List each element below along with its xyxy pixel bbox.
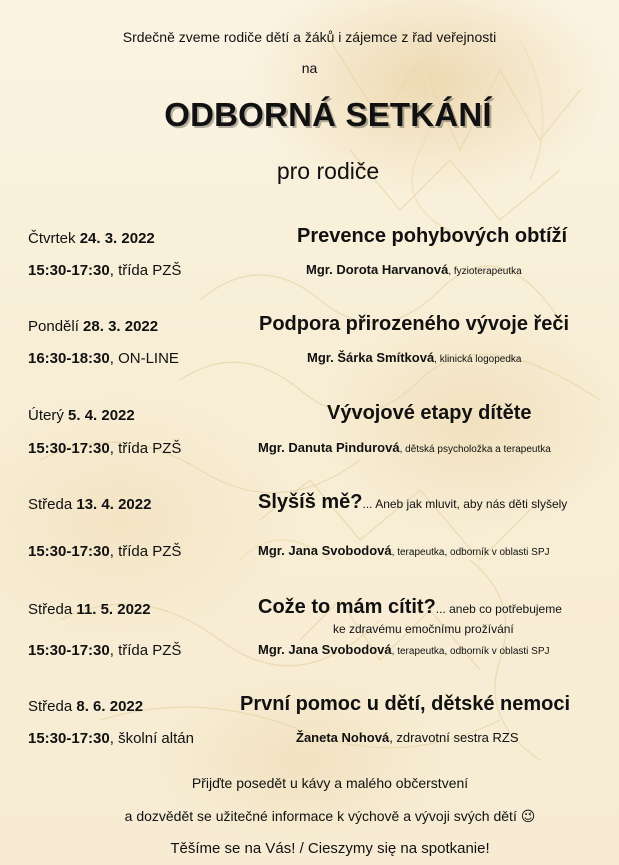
invitation-line: Srdečně zveme rodiče dětí a žáků i zájemce z řad veřejnosti <box>122 29 497 45</box>
footer-line-3: Těšíme se na Vás! / Cieszymy się na spotkanie! <box>170 840 490 857</box>
lecturer-name: Mgr. Jana Svobodová <box>258 642 392 657</box>
event-4-lecturer <box>258 543 550 558</box>
event-place: , školní altán <box>109 730 194 747</box>
event-time: 15:30-17:30 <box>28 543 110 560</box>
event-4-time <box>28 543 181 560</box>
event-time: 16:30-18:30 <box>28 350 110 367</box>
event-1-lecturer <box>306 262 522 277</box>
lecturer-name: Mgr. Dorota Harvanová <box>306 262 449 277</box>
lecturer-role: , terapeutka, odborník v oblasti SPJ <box>391 646 550 657</box>
event-1-time <box>28 262 181 279</box>
lecturer-name: Mgr. Jana Svobodová <box>258 543 392 558</box>
event-6-lecturer <box>296 730 519 745</box>
footer-line-2 <box>0 808 619 825</box>
event-place: , třída PZŠ <box>109 642 182 659</box>
event-4-day <box>28 496 151 513</box>
event-3-topic: Vývojové etapy dítěte <box>327 402 532 424</box>
event-day-name: Středa <box>28 496 73 513</box>
lecturer-name: Žaneta Nohová <box>296 730 390 745</box>
event-topic-extra: ... Aneb jak mluvit, aby nás děti slyšely <box>362 497 568 511</box>
event-place: , třída PZŠ <box>109 440 182 457</box>
page-subtitle: pro rodiče <box>276 158 380 184</box>
footer-line-2-text: a dozvědět se užitečné informace k výchově a vývoji svých dětí <box>124 808 517 824</box>
event-4-topic <box>258 491 567 514</box>
event-day-name: Čtvrtek <box>28 230 76 247</box>
lecturer-role: , zdravotní sestra RZS <box>389 730 519 745</box>
lecturer-name: Mgr. Šárka Smítková <box>307 350 435 365</box>
lecturer-name: Mgr. Danuta Pindurová <box>258 440 400 455</box>
lecturer-role: , dětská psycholožka a terapeutka <box>399 444 551 455</box>
event-time: 15:30-17:30 <box>28 440 110 457</box>
event-place: , ON-LINE <box>109 350 179 367</box>
event-topic-extra: ... aneb co potřebujeme <box>435 602 562 616</box>
event-2-lecturer <box>307 350 521 365</box>
event-2-topic: Podpora přirozeného vývoje řeči <box>259 313 570 335</box>
event-date: 28. 3. 2022 <box>83 318 159 335</box>
event-1-topic: Prevence pohybových obtíží <box>297 225 568 247</box>
event-3-time <box>28 440 181 457</box>
event-day-name: Úterý <box>28 407 64 424</box>
event-1-day <box>28 230 155 247</box>
event-place: , třída PZŠ <box>109 262 182 279</box>
footer-line-1: Přijďte posedět u kávy a malého občerstvení <box>191 775 469 791</box>
event-topic-main: Cože to mám cítit? <box>258 596 436 618</box>
event-time: 15:30-17:30 <box>28 730 110 747</box>
event-day-name: Středa <box>28 698 73 715</box>
event-date: 5. 4. 2022 <box>68 407 135 424</box>
lecturer-role: , terapeutka, odborník v oblasti SPJ <box>391 547 550 558</box>
event-6-topic: První pomoc u dětí, dětské nemoci <box>240 693 571 715</box>
event-place: , třída PZŠ <box>109 543 182 560</box>
event-3-lecturer <box>258 440 551 455</box>
event-5-day <box>28 601 151 618</box>
event-5-lecturer <box>258 642 550 657</box>
lecturer-role: , fyzioterapeutka <box>448 266 522 277</box>
wink-emoji-icon: 😉 <box>520 808 536 824</box>
event-date: 11. 5. 2022 <box>76 601 151 618</box>
event-date: 13. 4. 2022 <box>76 496 152 513</box>
event-6-day <box>28 698 143 715</box>
event-5-topic-extra2: ke zdravému emočnímu prožívání <box>333 622 514 636</box>
event-topic-main: Slyšíš mě? <box>258 491 363 513</box>
event-5-topic <box>258 596 562 619</box>
event-2-time <box>28 350 179 367</box>
event-time: 15:30-17:30 <box>28 262 110 279</box>
lecturer-role: , klinická logopedka <box>434 354 522 365</box>
event-6-time <box>28 730 194 747</box>
event-date: 24. 3. 2022 <box>79 230 155 247</box>
invitation-line-na: na <box>301 60 318 76</box>
page-title: ODBORNÁ SETKÁNÍ <box>164 96 492 133</box>
event-3-day <box>28 407 135 424</box>
event-2-day <box>28 318 158 335</box>
event-5-time <box>28 642 181 659</box>
event-day-name: Pondělí <box>28 318 79 335</box>
event-time: 15:30-17:30 <box>28 642 110 659</box>
event-day-name: Středa <box>28 601 73 618</box>
event-date: 8. 6. 2022 <box>76 698 144 715</box>
